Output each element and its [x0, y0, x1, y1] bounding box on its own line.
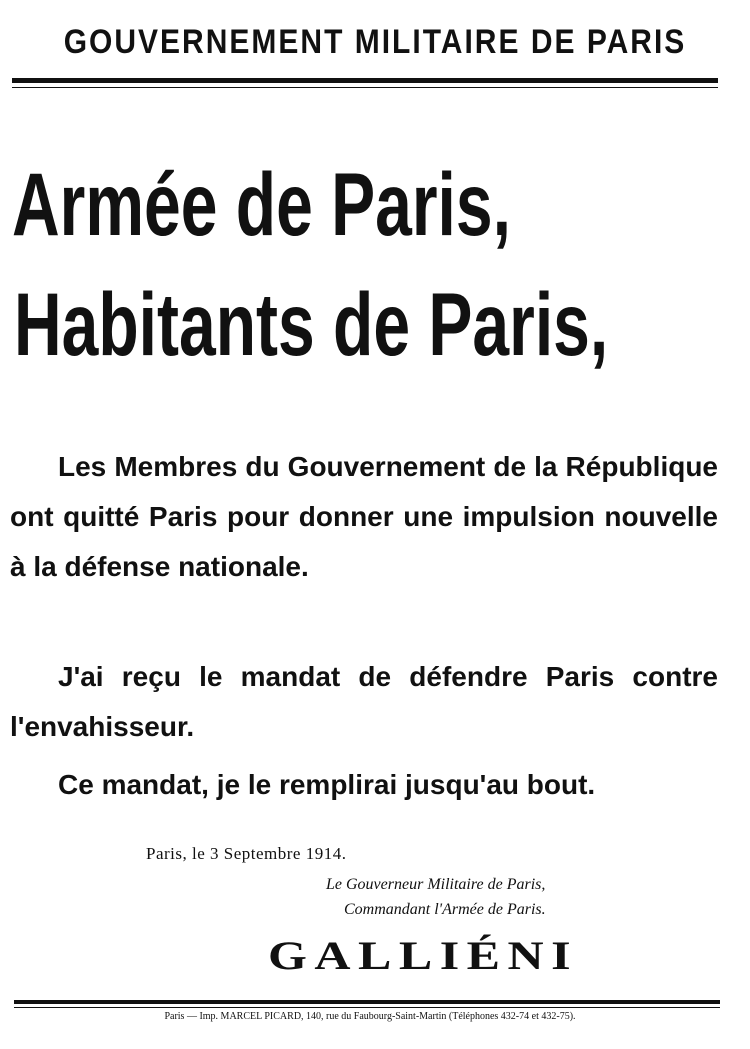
- paragraph-1-text: Les Membres du Gouvernement de la République ont quitté Paris pour donner une impulsion nouvelle à la défense nationale.: [10, 451, 718, 582]
- headline-line-2: Habitants de Paris,: [14, 274, 609, 374]
- footer-rule-thin: [14, 1007, 720, 1008]
- poster-header: GOUVERNEMENT MILITAIRE DE PARIS: [63, 23, 687, 62]
- paragraph-2: [10, 652, 718, 752]
- signature-name: GALLIÉNI: [268, 933, 579, 978]
- header-rule-thin: [12, 87, 718, 88]
- paragraph-2-text: J'ai reçu le mandat de défendre Paris contre l'envahisseur.: [10, 661, 718, 742]
- footer-rule-thick: [14, 1000, 720, 1004]
- dateline: Paris, le 3 Septembre 1914.: [146, 844, 347, 863]
- printer-imprint: Paris — Imp. MARCEL PICARD, 140, rue du Faubourg-Saint-Martin (Téléphones 432-74 et 432-75).: [164, 1011, 576, 1022]
- header-rule-thick: [12, 78, 718, 83]
- headline-line-1: Armée de Paris,: [12, 154, 511, 254]
- signatory-subtitle: Commandant l'Armée de Paris.: [344, 901, 546, 918]
- paragraph-3-text: Ce mandat, je le remplirai jusqu'au bout.: [58, 769, 596, 800]
- paragraph-1: [10, 442, 718, 592]
- paragraph-3: [10, 760, 718, 810]
- signatory-title: Le Gouverneur Militaire de Paris,: [326, 876, 546, 893]
